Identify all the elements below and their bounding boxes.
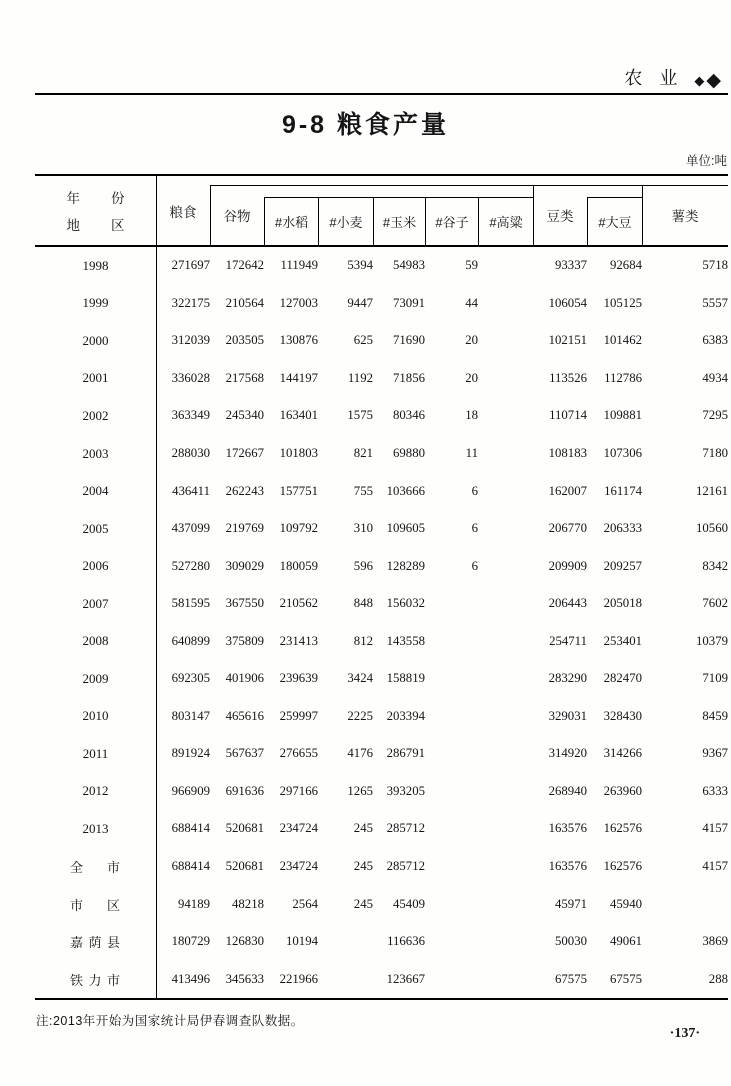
cell: 283290: [548, 671, 587, 686]
cell: 436411: [172, 483, 210, 498]
cell: 12161: [696, 483, 728, 498]
cell: 285712: [386, 821, 425, 836]
cell: [642, 885, 728, 923]
cell: 239639: [279, 671, 318, 686]
row-label: 2003: [82, 445, 109, 461]
cell: 6: [471, 521, 478, 536]
cell: 127003: [279, 295, 318, 310]
column-header-cereal: 谷物: [223, 209, 251, 224]
row-label-cell: [35, 322, 156, 360]
cell: 234724: [279, 859, 318, 874]
cell: 158819: [386, 671, 425, 686]
cell: [478, 960, 533, 998]
cell: 328430: [603, 708, 642, 723]
cell: 210564: [225, 295, 264, 310]
cell: 891924: [171, 746, 210, 761]
cell: 143558: [386, 633, 425, 648]
row-label: 2012: [82, 783, 109, 799]
cell: 206443: [548, 596, 587, 611]
cell: 312039: [171, 333, 210, 348]
column-header-beans: 豆类: [546, 209, 574, 224]
table-body-grid: [35, 247, 728, 998]
row-label: 2004: [82, 483, 109, 499]
cell: 210562: [279, 596, 318, 611]
table-row: [35, 322, 728, 360]
cell: 128289: [386, 558, 425, 573]
cell: 812: [353, 633, 373, 648]
cell: [318, 960, 373, 998]
cell: 625: [353, 333, 373, 348]
cell: 209909: [548, 558, 587, 573]
cell: 92684: [610, 258, 642, 273]
cell: 163401: [279, 408, 318, 423]
cell: [425, 923, 478, 961]
cell: 4934: [702, 370, 728, 385]
row-label-cell: [35, 622, 156, 660]
cell: [478, 435, 533, 473]
cell: 314920: [548, 746, 587, 761]
cell: [318, 923, 373, 961]
cell: 45409: [393, 896, 425, 911]
cell: 162576: [603, 821, 642, 836]
cell: 109881: [603, 408, 642, 423]
cell: 206770: [548, 521, 587, 536]
cell: 157751: [279, 483, 318, 498]
cell: 413496: [171, 971, 210, 986]
cell: [478, 735, 533, 773]
cell: 322175: [171, 295, 210, 310]
cell: 144197: [279, 370, 318, 385]
row-label: 2002: [82, 407, 109, 423]
column-header-sorghum: #高粱: [478, 198, 533, 245]
cell: 203394: [386, 708, 425, 723]
cell: [425, 848, 478, 886]
table-row: [35, 848, 728, 886]
cell: 3424: [347, 671, 373, 686]
cell: 367550: [225, 596, 264, 611]
table-title: 9-8 粮食产量: [281, 111, 450, 139]
cell: 6333: [702, 783, 728, 798]
cell: 7109: [702, 671, 728, 686]
cell: 180059: [279, 558, 318, 573]
row-label-cell: [35, 510, 156, 548]
row-label: 市 区: [70, 897, 120, 913]
cell: [478, 360, 533, 398]
cell: 692305: [171, 671, 210, 686]
cell: 254711: [549, 633, 587, 648]
cell: 94189: [178, 896, 210, 911]
table-body: [35, 247, 728, 998]
cell: 126830: [225, 934, 264, 949]
row-label-cell: [35, 773, 156, 811]
row-label: 2006: [82, 558, 109, 574]
stub-header: [35, 176, 156, 245]
stub-divider-line: [156, 176, 157, 998]
cell: 288: [708, 971, 728, 986]
cell: 48218: [232, 896, 264, 911]
cell: 520681: [225, 859, 264, 874]
page-number: ·137·: [669, 1026, 700, 1041]
row-label: 2001: [82, 370, 109, 386]
cell: [478, 923, 533, 961]
cell: 217568: [225, 370, 264, 385]
cell: 596: [353, 558, 373, 573]
table-row: [35, 435, 728, 473]
cell: 45940: [610, 896, 642, 911]
cell: 111949: [280, 258, 318, 273]
cell: 20: [465, 370, 478, 385]
stub-header-region: 地 区: [66, 218, 125, 233]
cell: 310: [353, 521, 373, 536]
header-rule: [35, 93, 728, 95]
table-row: [35, 510, 728, 548]
table-row: [35, 397, 728, 435]
table-row: [35, 622, 728, 660]
table-row: [35, 923, 728, 961]
section-label: 农业: [624, 68, 695, 88]
cell: 314266: [603, 746, 642, 761]
cell: 437099: [171, 521, 210, 536]
cell: 803147: [171, 708, 210, 723]
cell: 8459: [702, 708, 728, 723]
table-row: [35, 547, 728, 585]
cell: [478, 622, 533, 660]
cell: 49061: [610, 934, 642, 949]
row-label-cell: [35, 435, 156, 473]
cell: 172667: [225, 446, 264, 460]
cell: [478, 698, 533, 736]
cell: [478, 510, 533, 548]
cell: 205018: [603, 596, 642, 611]
column-header-grain: 粮食: [169, 204, 197, 220]
cell: 691636: [225, 783, 264, 798]
cell: 71856: [393, 370, 425, 385]
cell: 6: [471, 483, 478, 498]
cell: 253401: [603, 633, 642, 648]
cell: 161174: [604, 483, 642, 498]
cell: 259997: [279, 708, 318, 723]
row-label: 1999: [82, 295, 109, 311]
cell: 297166: [279, 783, 318, 798]
cell: 102151: [548, 333, 587, 348]
cell: 4157: [702, 821, 728, 836]
diamond-large-icon: ◆: [706, 69, 721, 91]
cell: 567637: [225, 746, 264, 761]
section-tab: [624, 64, 721, 90]
cell: 73091: [393, 295, 425, 310]
cell: [425, 585, 478, 623]
column-header-rice: #水稻: [264, 198, 318, 245]
cell: [425, 960, 478, 998]
row-label-cell: [35, 547, 156, 585]
cell: 20: [465, 333, 478, 348]
row-label-cell: [35, 923, 156, 961]
cell: [425, 622, 478, 660]
cell: 116636: [387, 934, 425, 949]
row-label: 2010: [82, 708, 109, 724]
cell: 67575: [610, 971, 642, 986]
cell: [478, 247, 533, 285]
cell: 219769: [225, 521, 264, 536]
cell: 45971: [555, 896, 587, 911]
cell: 9447: [347, 295, 373, 310]
cell: [425, 773, 478, 811]
row-label-cell: [35, 698, 156, 736]
cell: [478, 472, 533, 510]
cell: 5394: [347, 258, 373, 273]
cell: 101462: [603, 333, 642, 348]
cell: 18: [465, 408, 478, 423]
cell: 231413: [279, 633, 318, 648]
cell: 581595: [171, 596, 210, 611]
row-label-cell: [35, 848, 156, 886]
cell: 109605: [386, 521, 425, 536]
cell: 4157: [702, 859, 728, 874]
cell: 209257: [603, 558, 642, 573]
cell: 329031: [548, 708, 587, 723]
cell: 130876: [279, 333, 318, 348]
cell: 109792: [279, 521, 318, 536]
cell: 520681: [225, 821, 264, 836]
row-label: 1998: [82, 257, 109, 273]
stub-header-year: 年 份: [66, 191, 125, 206]
cell: 5718: [702, 258, 728, 273]
cell: [478, 660, 533, 698]
cell: [478, 585, 533, 623]
table-row: [35, 247, 728, 285]
cell: [425, 698, 478, 736]
row-label: 2009: [82, 670, 109, 686]
cell: 527280: [171, 558, 210, 573]
cell: 10194: [286, 934, 318, 949]
row-label-cell: [35, 360, 156, 398]
cell: 245: [353, 896, 373, 911]
cell: 336028: [171, 370, 210, 385]
cell: 345633: [225, 971, 264, 986]
cell: 5557: [702, 295, 728, 310]
cell: 7602: [702, 596, 728, 611]
row-label-cell: [35, 472, 156, 510]
column-header-wheat: #小麦: [318, 198, 373, 245]
cell: [478, 885, 533, 923]
cell: 276655: [279, 746, 318, 761]
row-label-cell: [35, 397, 156, 435]
cell: 848: [353, 596, 373, 611]
cell: 105125: [603, 295, 642, 310]
cell: 309029: [225, 558, 264, 573]
cell: 393205: [386, 783, 425, 798]
cell: [478, 285, 533, 323]
cell: 245: [353, 859, 373, 874]
cell: [478, 773, 533, 811]
cell: 262243: [225, 483, 264, 498]
cell: 3869: [702, 934, 728, 949]
cell: 163576: [548, 859, 587, 874]
cell: 59: [465, 258, 478, 273]
row-label: 铁 力 市: [70, 972, 120, 988]
cell: 106054: [548, 295, 587, 310]
cell: 50030: [555, 934, 587, 949]
cell: 11: [465, 446, 478, 460]
cell: 221966: [279, 971, 318, 986]
cell: 162007: [548, 483, 587, 498]
cell: 71690: [393, 333, 425, 348]
cell: 821: [353, 446, 373, 460]
cell: 271697: [171, 258, 210, 273]
cell: 206333: [603, 521, 642, 536]
row-label: 全 市: [70, 860, 120, 876]
cell: 688414: [171, 859, 210, 874]
row-label-cell: [35, 885, 156, 923]
table-row: [35, 810, 728, 848]
table-header: [35, 176, 728, 247]
cell: 263960: [603, 783, 642, 798]
table-row: [35, 960, 728, 998]
cell: 245340: [225, 408, 264, 423]
cell: 172642: [225, 258, 264, 273]
cell: 966909: [171, 783, 210, 798]
cell: 9367: [702, 746, 728, 761]
table-row: [35, 735, 728, 773]
cell: [478, 397, 533, 435]
cell: 6383: [702, 333, 728, 348]
cell: [478, 848, 533, 886]
cell: 103666: [386, 483, 425, 498]
column-header-tubers: 薯类: [671, 209, 699, 224]
cell: 69880: [393, 446, 425, 460]
row-label-cell: [35, 735, 156, 773]
row-label-cell: [35, 960, 156, 998]
table-row: [35, 698, 728, 736]
cell: 755: [353, 483, 373, 498]
row-label: 2011: [82, 745, 109, 761]
table-row: [35, 360, 728, 398]
row-label-cell: [35, 810, 156, 848]
cell: 112786: [604, 370, 642, 385]
cell: 93337: [555, 258, 587, 273]
cell: 245: [353, 821, 373, 836]
cell: 4176: [347, 746, 373, 761]
cell: 113526: [549, 370, 587, 385]
cell: 2225: [347, 708, 373, 723]
row-label-cell: [35, 285, 156, 323]
cell: 363349: [171, 408, 210, 423]
cell: [425, 735, 478, 773]
cell: [425, 810, 478, 848]
cell: [425, 885, 478, 923]
cell: 1575: [347, 408, 373, 423]
cell: 10560: [696, 521, 728, 536]
cell: 54983: [393, 258, 425, 273]
cell: 101803: [279, 446, 318, 460]
cell: 107306: [603, 446, 642, 460]
cell: 234724: [279, 821, 318, 836]
cell: 7180: [702, 446, 728, 460]
diamond-small-icon: ◆: [694, 74, 705, 89]
row-label: 嘉 荫 县: [70, 935, 120, 951]
cell: [478, 322, 533, 360]
column-header-soybean: #大豆: [587, 197, 642, 245]
cell: 203505: [225, 333, 264, 348]
cell: 67575: [555, 971, 587, 986]
row-label: 2005: [82, 520, 109, 536]
cell: 375809: [225, 633, 264, 648]
cell: [478, 547, 533, 585]
cell: 282470: [603, 671, 642, 686]
cell: 163576: [548, 821, 587, 836]
cell: [478, 810, 533, 848]
table-row: [35, 585, 728, 623]
cell: 44: [465, 295, 478, 310]
cell: 268940: [548, 783, 587, 798]
table-row: [35, 285, 728, 323]
row-label-cell: [35, 247, 156, 285]
row-label-cell: [35, 585, 156, 623]
cell: 162576: [603, 859, 642, 874]
cell: 110714: [549, 408, 587, 423]
row-label: 2008: [82, 633, 109, 649]
cell: 156032: [386, 596, 425, 611]
row-label: 2013: [82, 820, 109, 836]
cell: 108183: [548, 446, 587, 460]
cell: 401906: [225, 671, 264, 686]
cell: 285712: [386, 859, 425, 874]
row-label-cell: [35, 660, 156, 698]
cell: 465616: [225, 708, 264, 723]
cell: 6: [471, 558, 478, 573]
table-row: [35, 885, 728, 923]
cell: 688414: [171, 821, 210, 836]
table-row: [35, 773, 728, 811]
cell: 7295: [702, 408, 728, 423]
cereal-subcolumns: [264, 197, 533, 245]
cell: 288030: [171, 446, 210, 460]
row-label: 2000: [82, 332, 109, 348]
cell: [425, 660, 478, 698]
table-row: [35, 660, 728, 698]
cell: 10379: [696, 633, 728, 648]
row-label: 2007: [82, 595, 109, 611]
cell: 1192: [347, 370, 373, 385]
unit-label: 单位:吨: [686, 154, 727, 168]
cell: 180729: [171, 934, 210, 949]
cell: 123667: [386, 971, 425, 986]
footnote: 注:2013年开始为国家统计局伊春调查队数据。: [36, 1014, 304, 1028]
grain-output-table: [35, 174, 728, 1000]
column-header-millet: #谷子: [425, 198, 478, 245]
table-row: [35, 472, 728, 510]
cell: 8342: [702, 558, 728, 573]
column-header-corn: #玉米: [373, 198, 425, 245]
cell: 80346: [393, 408, 425, 423]
cell: 2564: [292, 896, 318, 911]
cell: 1265: [347, 783, 373, 798]
cell: 286791: [386, 746, 425, 761]
cell: 640899: [171, 633, 210, 648]
